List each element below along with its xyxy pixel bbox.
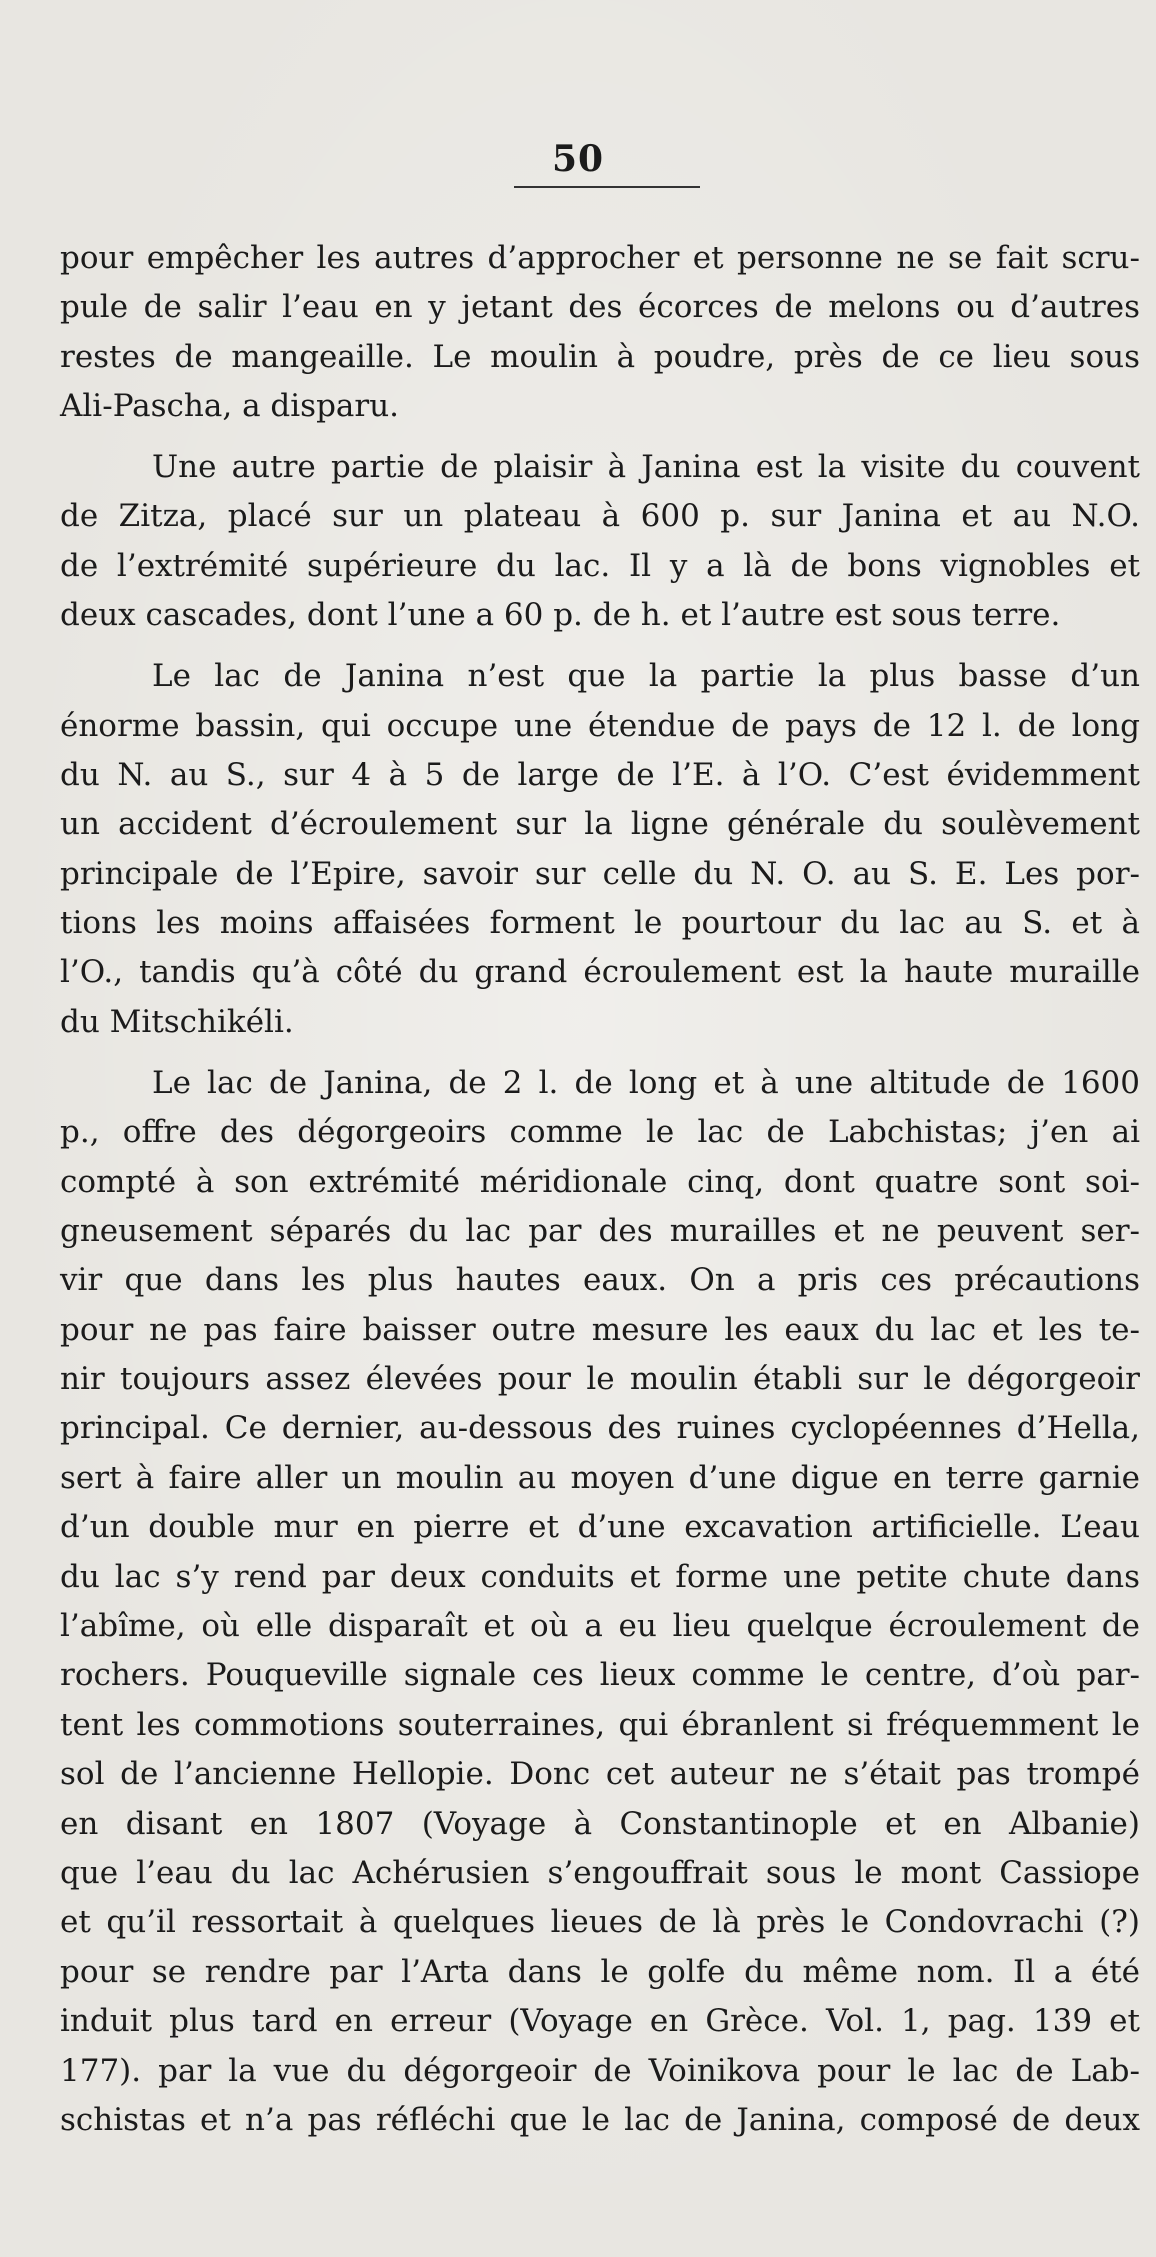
text-line: vir que dans les plus hautes eaux. On a pris ces précautions bbox=[60, 1262, 1140, 1299]
paragraph-3 bbox=[60, 652, 1140, 1047]
text-line: du lac s’y rend par deux conduits et forme une petite chute dans bbox=[60, 1558, 1140, 1595]
text-line: principale de l’Epire, savoir sur celle du N. O. au S. E. Les por- bbox=[60, 855, 1140, 892]
text-line: gneusement séparés du lac par des murailles et ne peuvent ser- bbox=[60, 1212, 1140, 1249]
paragraph-2 bbox=[60, 443, 1140, 641]
text-line: pour empêcher les autres d’approcher et personne ne se fait scru- bbox=[60, 240, 1140, 276]
text-line: restes de mangeaille. Le moulin à poudre, près de ce lieu sous bbox=[60, 338, 1140, 375]
text-line: d’un double mur en pierre et d’une excavation artificielle. L’eau bbox=[60, 1509, 1140, 1546]
header-rule bbox=[514, 186, 700, 188]
text-line: Le lac de Janina, de 2 l. de long et à une altitude de 1600 bbox=[152, 1064, 1140, 1101]
text-line: induit plus tard en erreur (Voyage en Grèce. Vol. 1, pag. 139 et bbox=[60, 2003, 1140, 2040]
text-line: que l’eau du lac Achérusien s’engouffrait sous le mont Cassiope bbox=[60, 1855, 1140, 1891]
text-line: pule de salir l’eau en y jetant des écorces de melons ou d’autres bbox=[60, 289, 1140, 326]
text-line: tent les commotions souterraines, qui ébranlent si fréquemment le bbox=[60, 1706, 1140, 1743]
text-line: p., offre des dégorgeoirs comme le lac de Labchistas; j’en ai bbox=[60, 1114, 1140, 1151]
paragraph-1 bbox=[60, 234, 1140, 432]
page-number: 50 bbox=[551, 138, 605, 180]
text-line: l’O., tandis qu’à côté du grand écroulement est la haute muraille bbox=[60, 954, 1140, 991]
text-line: deux cascades, dont l’une a 60 p. de h. et l’autre est sous terre. bbox=[60, 597, 1061, 634]
text-line: énorme bassin, qui occupe une étendue de pays de 12 l. de long bbox=[60, 707, 1140, 744]
text-line: sol de l’ancienne Hellopie. Donc cet auteur ne s’était pas trompé bbox=[60, 1756, 1140, 1793]
text-line: de Zitza, placé sur un plateau à 600 p. sur Janina et au N.O. bbox=[60, 498, 1140, 535]
text-line: du Mitschikéli. bbox=[60, 1003, 294, 1040]
text-line: tions les moins affaisées forment le pourtour du lac au S. et à bbox=[60, 905, 1140, 942]
text-line: pour se rendre par l’Arta dans le golfe du même nom. Il a été bbox=[60, 1953, 1140, 1990]
text-line: pour ne pas faire baisser outre mesure les eaux du lac et les te- bbox=[60, 1311, 1140, 1348]
text-line: schistas et n’a pas réfléchi que le lac de Janina, composé de deux bbox=[60, 2101, 1140, 2138]
text-line: un accident d’écroulement sur la ligne générale du soulèvement bbox=[60, 806, 1140, 843]
text-line: sert à faire aller un moulin au moyen d’une digue en terre garnie bbox=[60, 1459, 1140, 1496]
paragraph-4 bbox=[60, 1059, 1140, 2146]
text-line: Le lac de Janina n’est que la partie la plus basse d’un bbox=[152, 658, 1140, 695]
text-line: Une autre partie de plaisir à Janina est la visite du couvent bbox=[152, 449, 1140, 486]
text-line: de l’extrémité supérieure du lac. Il y a là de bons vignobles et bbox=[60, 547, 1140, 584]
text-line: du N. au S., sur 4 à 5 de large de l’E. à l’O. C’est évidemment bbox=[60, 756, 1140, 793]
text-line: rochers. Pouqueville signale ces lieux comme le centre, d’où par- bbox=[60, 1657, 1140, 1694]
text-line: l’abîme, où elle disparaît et où a eu lieu quelque écroulement de bbox=[60, 1608, 1140, 1645]
body-text bbox=[60, 234, 1140, 2145]
text-line: nir toujours assez élevées pour le moulin établi sur le dégorgeoir bbox=[60, 1361, 1140, 1398]
text-line: Ali-Pascha, a disparu. bbox=[60, 388, 400, 425]
text-line: compté à son extrémité méridionale cinq, dont quatre sont soi- bbox=[60, 1163, 1140, 1200]
text-line: 177). par la vue du dégorgeoir de Voinikova pour le lac de Lab- bbox=[60, 2052, 1140, 2089]
text-line: en disant en 1807 (Voyage à Constantinople et en Albanie) bbox=[60, 1805, 1140, 1842]
text-line: principal. Ce dernier, au-dessous des ruines cyclopéennes d’Hella, bbox=[60, 1410, 1140, 1447]
text-line: et qu’il ressortait à quelques lieues de là près le Condovrachi (?) bbox=[60, 1904, 1140, 1941]
